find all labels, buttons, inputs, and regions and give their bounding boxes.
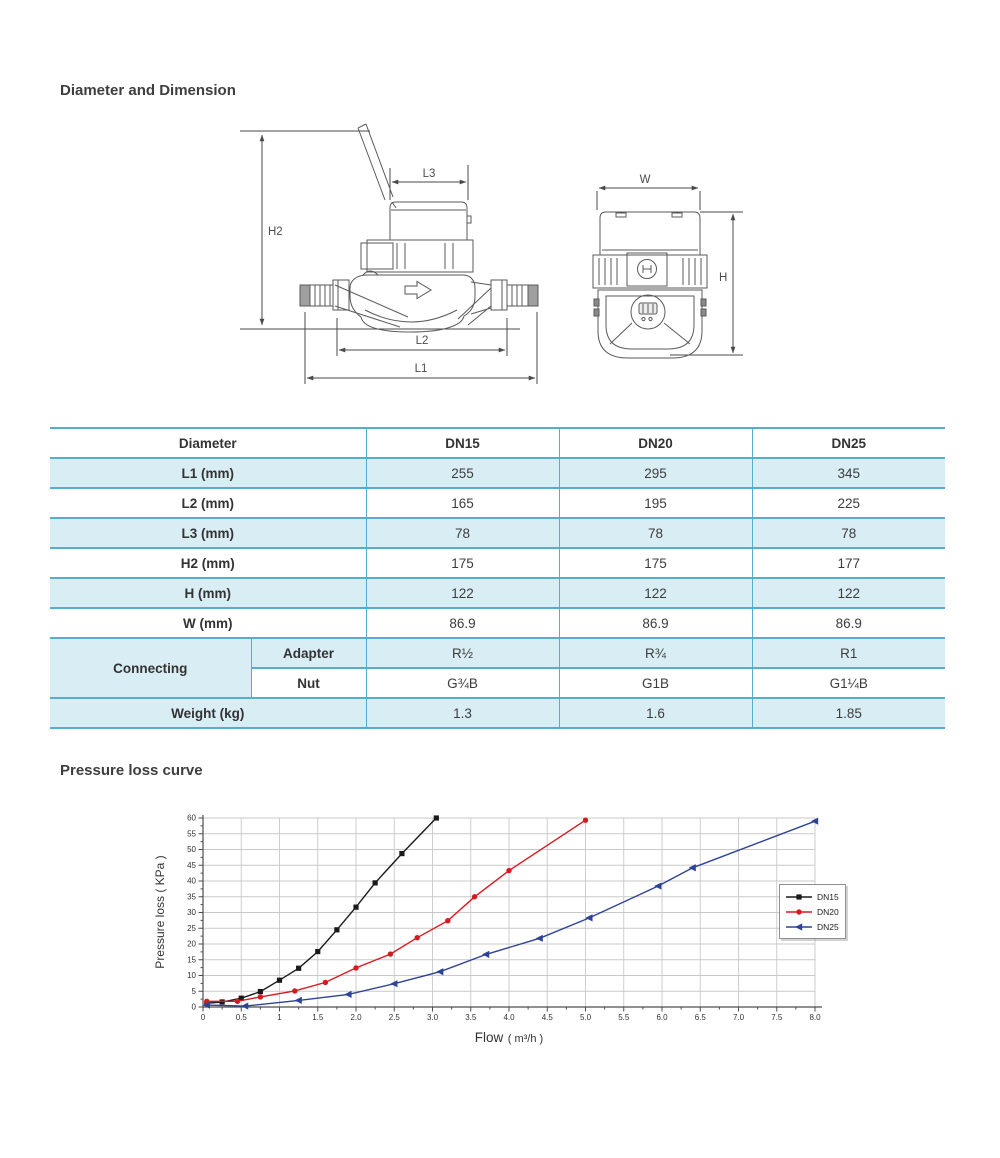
cell-value: 1.3 <box>366 698 559 728</box>
cell-value: 255 <box>366 458 559 488</box>
x-tick-label: 5.0 <box>579 1013 592 1022</box>
marker-circle <box>353 965 358 970</box>
y-tick-label: 10 <box>187 971 196 981</box>
legend-label: DN20 <box>817 906 839 917</box>
marker-square <box>315 949 320 954</box>
marker-circle <box>583 818 588 823</box>
table-row-weight <box>50 698 945 728</box>
row-label-connecting: Connecting <box>50 638 251 698</box>
cell-value: 225 <box>752 488 945 518</box>
marker-square <box>296 966 301 971</box>
legend-marker-icon <box>785 892 813 902</box>
y-tick-label: 40 <box>187 876 196 886</box>
col-header-dn25: DN25 <box>752 428 945 458</box>
series-dn25 <box>203 818 818 1010</box>
x-tick-label: 4.0 <box>503 1013 515 1022</box>
pressure-loss-chart-canvas <box>150 795 850 1027</box>
row-label: H (mm) <box>50 578 366 608</box>
dim-label-l2: L2 <box>415 335 429 347</box>
y-tick-label: 15 <box>187 955 196 965</box>
y-tick-label: 50 <box>187 845 196 855</box>
cell-value: R½ <box>366 638 559 668</box>
x-tick-label: 6.0 <box>656 1013 668 1022</box>
dim-label-h2: H2 <box>268 226 283 238</box>
y-tick-label: 55 <box>187 829 196 839</box>
cell-value: 345 <box>752 458 945 488</box>
cell-value: G1B <box>559 668 752 698</box>
series-dn15 <box>204 815 439 1005</box>
marker-circle <box>235 999 240 1004</box>
cell-value: 122 <box>559 578 752 608</box>
legend-label: DN15 <box>817 891 839 902</box>
marker-triangle-left <box>536 935 543 942</box>
meter-front-view-drawing <box>230 120 560 410</box>
marker-circle <box>506 868 511 873</box>
legend-item-dn25 <box>785 919 839 934</box>
col-header-dn15: DN15 <box>366 428 559 458</box>
marker-square <box>353 905 358 910</box>
legend-marker-icon <box>785 922 813 932</box>
cell-value: R1 <box>752 638 945 668</box>
cell-value: 122 <box>752 578 945 608</box>
x-tick-label: 0 <box>200 1013 206 1022</box>
marker-square <box>277 978 282 983</box>
x-axis-title-main: Flow <box>474 1030 504 1045</box>
marker-circle <box>323 980 328 985</box>
y-axis-title: Pressure loss ( KPa ) <box>153 855 167 969</box>
row-label-adapter: Adapter <box>251 638 366 668</box>
x-tick-label: 1.5 <box>312 1013 324 1022</box>
dim-label-h: H <box>719 272 728 284</box>
y-tick-label: 5 <box>191 986 196 996</box>
marker-square <box>399 851 404 856</box>
table-row-h <box>50 578 945 608</box>
marker-square <box>434 815 439 820</box>
x-tick-label: 6.5 <box>694 1013 706 1022</box>
chart-tick-labels <box>187 814 821 1022</box>
marker-triangle-left <box>795 923 802 930</box>
dim-label-w: W <box>639 174 651 186</box>
table-row-w <box>50 608 945 638</box>
front-meter-outline <box>300 124 538 332</box>
marker-circle <box>292 988 297 993</box>
legend-item-dn20 <box>785 904 839 919</box>
table-row-h2 <box>50 548 945 578</box>
cell-value: G1¼B <box>752 668 945 698</box>
x-tick-label: 8.0 <box>809 1013 821 1022</box>
x-tick-label: 5.5 <box>618 1013 630 1022</box>
cell-value: 86.9 <box>559 608 752 638</box>
cell-value: 165 <box>366 488 559 518</box>
y-tick-label: 60 <box>187 813 196 823</box>
row-label-nut: Nut <box>251 668 366 698</box>
x-tick-label: 2.0 <box>350 1013 362 1022</box>
marker-triangle-left <box>585 914 592 921</box>
front-dimension-lines <box>240 131 537 384</box>
cell-value: R¾ <box>559 638 752 668</box>
col-header-diameter: Diameter <box>50 428 366 458</box>
series-line <box>207 820 586 1001</box>
x-tick-label: 3.0 <box>426 1013 439 1022</box>
y-tick-label: 45 <box>187 860 196 870</box>
cell-value: 78 <box>559 518 752 548</box>
legend-label: DN25 <box>817 921 839 932</box>
table-row-l2 <box>50 488 945 518</box>
dim-label-l3: L3 <box>422 168 436 180</box>
y-tick-label: 30 <box>187 908 196 918</box>
cell-value: 177 <box>752 548 945 578</box>
table-row-l1 <box>50 458 945 488</box>
cell-value: 195 <box>559 488 752 518</box>
table-header-row <box>50 428 945 458</box>
legend-marker-icon <box>785 907 813 917</box>
marker-square <box>796 894 801 899</box>
cell-value: 1.85 <box>752 698 945 728</box>
marker-triangle-left <box>295 997 302 1004</box>
table-row-l3 <box>50 518 945 548</box>
marker-triangle-left <box>654 882 661 889</box>
row-label: Weight (kg) <box>50 698 366 728</box>
chart-ticks <box>199 818 816 1012</box>
y-tick-label: 0 <box>191 1002 196 1012</box>
cell-value: 175 <box>366 548 559 578</box>
row-label: L3 (mm) <box>50 518 366 548</box>
cell-value: 175 <box>559 548 752 578</box>
chart-legend <box>779 884 846 939</box>
marker-triangle-left <box>344 991 351 998</box>
marker-triangle-left <box>436 968 443 975</box>
marker-circle <box>415 935 420 940</box>
x-tick-label: 7.0 <box>732 1013 745 1022</box>
x-tick-label: 7.5 <box>771 1013 783 1022</box>
marker-circle <box>472 894 477 899</box>
cell-value: 86.9 <box>366 608 559 638</box>
cell-value: 122 <box>366 578 559 608</box>
x-tick-label: 2.5 <box>388 1013 400 1022</box>
marker-triangle-left <box>482 951 489 958</box>
marker-square <box>334 927 339 932</box>
cell-value: 78 <box>752 518 945 548</box>
dim-label-l1: L1 <box>414 363 428 375</box>
marker-circle <box>445 918 450 923</box>
row-label: W (mm) <box>50 608 366 638</box>
section-title-dimension: Diameter and Dimension <box>60 82 236 99</box>
series-line <box>207 821 815 1006</box>
chart-axes <box>203 815 822 1007</box>
series-dn20 <box>204 818 588 1005</box>
marker-circle <box>388 951 393 956</box>
side-meter-outline <box>593 212 707 358</box>
marker-circle <box>796 909 801 914</box>
cell-value: 295 <box>559 458 752 488</box>
meter-side-view-drawing <box>570 155 780 380</box>
y-tick-label: 35 <box>187 892 196 902</box>
cell-value: 86.9 <box>752 608 945 638</box>
row-label: L1 (mm) <box>50 458 366 488</box>
marker-circle <box>258 994 263 999</box>
cell-value: 1.6 <box>559 698 752 728</box>
x-tick-label: 1 <box>277 1013 282 1022</box>
pressure-loss-chart <box>150 795 850 1060</box>
row-label: H2 (mm) <box>50 548 366 578</box>
y-tick-label: 25 <box>187 923 196 933</box>
y-tick-label: 20 <box>187 939 196 949</box>
x-tick-label: 3.5 <box>465 1013 477 1022</box>
x-tick-label: 4.5 <box>541 1013 553 1022</box>
col-header-dn20: DN20 <box>559 428 752 458</box>
marker-square <box>258 989 263 994</box>
marker-triangle-left <box>241 1002 248 1009</box>
row-label: L2 (mm) <box>50 488 366 518</box>
marker-square <box>373 880 378 885</box>
legend-item-dn15 <box>785 889 839 904</box>
chart-gridlines <box>203 818 815 1007</box>
cell-value: 78 <box>366 518 559 548</box>
cell-value: G¾B <box>366 668 559 698</box>
x-tick-label: 0.5 <box>235 1013 247 1022</box>
dimension-table <box>50 427 945 729</box>
x-axis-title-unit: ( m³/h ) <box>507 1033 544 1045</box>
section-title-pressure: Pressure loss curve <box>60 762 203 779</box>
x-axis-title <box>203 1029 815 1047</box>
table-row-adapter <box>50 638 945 668</box>
